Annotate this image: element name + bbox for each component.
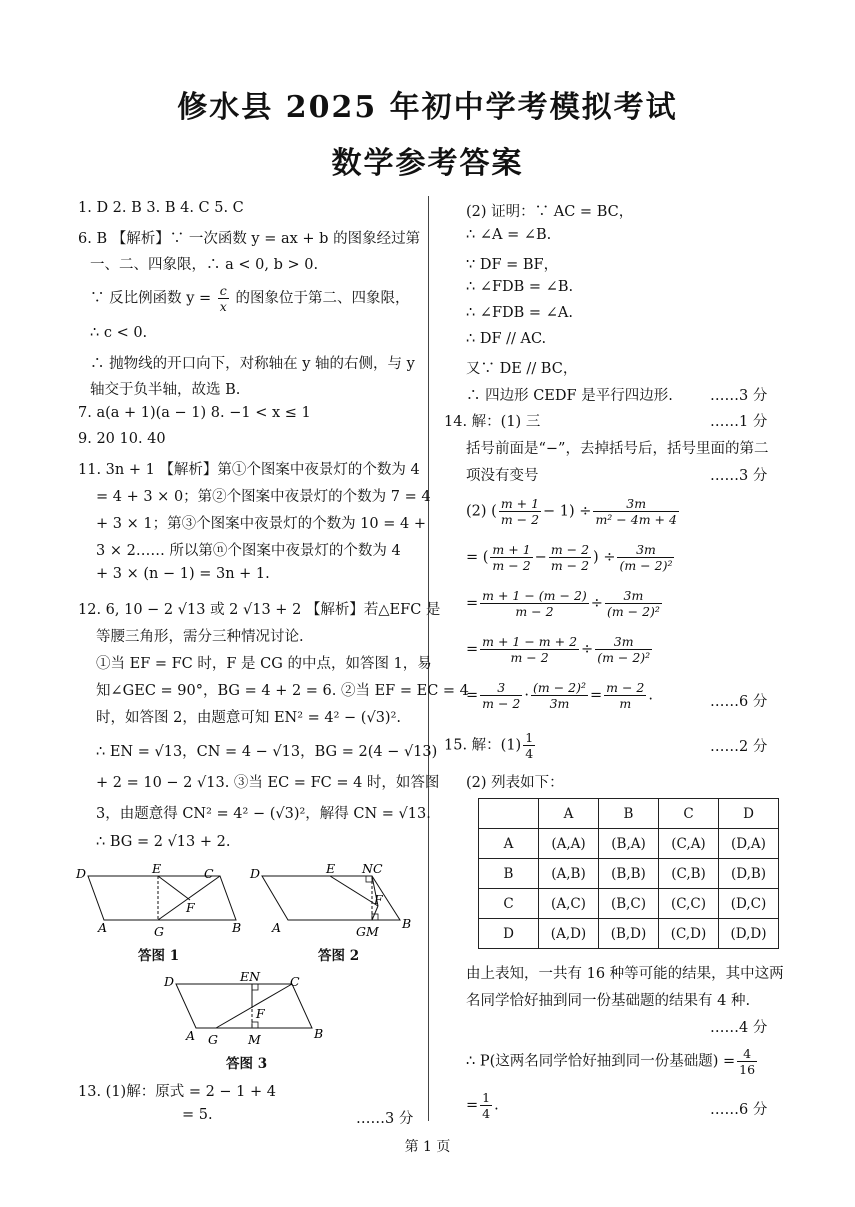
answer-13-2-line1: (2) 证明：∵ AC = BC， (466, 204, 634, 220)
answer-11-line2: = 4 + 3 × 0；第②个图案中夜景灯的个数为 7 = 4 (96, 489, 431, 505)
answer-13-2-line6: ∴ DF // AC. (466, 331, 547, 347)
answer-13-2-line2: ∴ ∠A = ∠B. (466, 227, 552, 243)
table-header-row (479, 799, 779, 829)
table-cell: (C,B) (659, 859, 719, 889)
figure-1-diagram (72, 862, 252, 942)
score-14-3: ……6 分 (710, 694, 768, 710)
answer-12-line9: ∴ BG = 2 √13 + 2. (96, 834, 231, 850)
table-cell: A (479, 829, 539, 859)
table-row (479, 889, 779, 919)
table-cell: D (479, 919, 539, 949)
answer-7-8: 7. a(a + 1)(a − 1) 8. −1 < x ≤ 1 (78, 405, 311, 421)
fig3-label-c: C (290, 974, 300, 989)
fig2-label-b: B (402, 916, 412, 931)
fig3-label-en: EN (240, 970, 261, 984)
answer-14-line1: 14. 解：(1) 三 (444, 414, 541, 430)
fig3-label-f: F (256, 1006, 265, 1021)
figure-2-diagram (246, 862, 426, 942)
table-row (479, 919, 779, 949)
answer-12-line5: 时，如答图 2，由题意可知 EN² = 4² − (√3)². (96, 710, 402, 726)
fig3-label-b: B (314, 1026, 324, 1041)
answer-15-line4: 名同学恰好抽到同一份基础题的结果有 4 种. (466, 993, 751, 1009)
fig2-label-f: F (374, 892, 383, 907)
answer-12-line7: + 2 = 10 − 2 √13. ③当 EC = FC = 4 时，如答图 (96, 775, 440, 791)
answer-6-line3: ∵ 反比例函数 y = $\frac{c}{x}$ 的图象位于第二、四象限， (90, 283, 410, 314)
score-15-3: ……6 分 (710, 1102, 768, 1118)
answer-13-2-line5: ∴ ∠FDB = ∠A. (466, 305, 573, 321)
expression-line5: = $\frac{3}{m - 2}$ · $\frac{\text{(m − 2)²}}{3m}$ = $\frac{m - 2}{m}$ . (466, 680, 653, 711)
answer-13-2-line8: ∴ 四边形 CEDF 是平行四边形. (466, 388, 673, 404)
table-row (479, 859, 779, 889)
answer-13-line2: = 5. (182, 1107, 213, 1123)
answer-15-line2: (2) 列表如下： (466, 775, 564, 791)
table-row (479, 829, 779, 859)
table-cell: B (479, 859, 539, 889)
score-14-2: ……3 分 (710, 468, 768, 484)
answer-14-line2: 括号前面是“−”，去掉括号后，括号里面的第二 (466, 441, 769, 457)
fig2-label-gm: GM (356, 924, 379, 939)
answer-13-line1: 13. (1)解：原式 = 2 − 1 + 4 (78, 1084, 276, 1100)
fig2-label-nc: NC (362, 862, 383, 876)
expression-line2: = ( $\frac{m + 1}{m - 2}$ − $\frac{m - 2}{m - 2}$ ) ÷ $\frac{3m}{\text{(m − 2)²}}$ (466, 542, 673, 573)
fig1-label-b: B (232, 920, 242, 935)
table-cell: (A,D) (539, 919, 599, 949)
fraction-c-over-x: $\frac{c}{x}$ (219, 283, 227, 314)
answer-11-line5: + 3 × (n − 1) = 3n + 1. (96, 566, 270, 582)
table-cell: (B,B) (599, 859, 659, 889)
answer-12-line1: 12. 6, 10 − 2 √13 或 2 √13 + 2 【解析】若△EFC 是 (78, 602, 441, 618)
fig1-label-f: F (186, 900, 195, 915)
answer-6-line5: ∴ 抛物线的开口向下，对称轴在 y 轴的右侧，与 y (90, 356, 415, 372)
table-cell: (A,A) (539, 829, 599, 859)
answer-12-line2: 等腰三角形，需分三种情况讨论. (96, 629, 304, 645)
probability-table (478, 798, 779, 949)
answer-6-line1: 6. B 【解析】∵ 一次函数 y = ax + b 的图象经过第 (78, 231, 421, 247)
answer-13-2-line3: ∵ DF = BF， (466, 257, 559, 273)
answer-12-line4: 知∠GEC = 90°，BG = 4 + 2 = 6. ②当 EF = EC = 4 (96, 683, 469, 699)
answer-11-line3: + 3 × 1；第③个图案中夜景灯的个数为 10 = 4 + (96, 516, 426, 532)
table-header-cell: C (659, 799, 719, 829)
figure-3-caption: 答图 3 (226, 1056, 268, 1072)
page-subtitle: 数学参考答案 (331, 146, 524, 181)
fig3-label-g: G (208, 1032, 218, 1047)
answer-14-line3: 项没有变号 (466, 468, 539, 484)
table-cell: (D,C) (719, 889, 779, 919)
answer-12-line6: ∴ EN = √13，CN = 4 − √13，BG = 2(4 − √13) (96, 744, 438, 760)
table-cell: (B,A) (599, 829, 659, 859)
score-13-1: ……3 分 (356, 1111, 414, 1127)
fig3-label-d: D (164, 974, 175, 989)
fig1-label-d: D (76, 866, 87, 881)
expression-line3: = $\frac{m + 1 - (m - 2)}{m - 2}$ ÷ $\frac{3m}{\text{(m − 2)²}}$ (466, 588, 660, 619)
answer-6-line4: ∴ c < 0. (90, 325, 148, 341)
answer-15-line6: = $\frac{1}{4}$ . (466, 1090, 499, 1121)
answer-15-line3: 由上表知，一共有 16 种等可能的结果，其中这两 (466, 966, 784, 982)
answer-11-line1: 11. 3n + 1 【解析】第①个图案中夜景灯的个数为 4 (78, 462, 420, 478)
fig3-label-a: A (186, 1028, 196, 1043)
page-title: 修水县 2025 年初中学考模拟考试 (177, 90, 678, 125)
fig1-label-a: A (98, 920, 108, 935)
table-cell: (A,C) (539, 889, 599, 919)
figure-2-caption: 答图 2 (318, 948, 360, 964)
fig2-label-d: D (250, 866, 261, 881)
figure-3-diagram (162, 970, 342, 1050)
table-cell: (D,B) (719, 859, 779, 889)
answer-6-line2: 一、二、四象限，∴ a < 0, b > 0. (90, 257, 319, 273)
table-cell: (C,D) (659, 919, 719, 949)
fig2-label-a: A (272, 920, 282, 935)
table-cell: (D,D) (719, 919, 779, 949)
expression-line1: (2) ( $\frac{m + 1}{m - 2}$ − 1) ÷ $\frac{3m}{\text{m² − 4m + 4}}$ (466, 496, 677, 527)
table-cell: (B,C) (599, 889, 659, 919)
fig2-label-e: E (326, 862, 336, 876)
fig3-label-m: M (248, 1032, 261, 1047)
table-header-cell: B (599, 799, 659, 829)
table-header-cell: D (719, 799, 779, 829)
answer-15-line5: ∴ P(这两名同学恰好抽到同一份基础题) = $\frac{4}{16}$ (466, 1046, 756, 1077)
score-13-2: ……3 分 (710, 388, 768, 404)
answer-9-10: 9. 20 10. 40 (78, 431, 166, 447)
fig1-label-e: E (152, 862, 162, 876)
table-cell: (A,B) (539, 859, 599, 889)
table-cell: (B,D) (599, 919, 659, 949)
answer-1-5: 1. D 2. B 3. B 4. C 5. C (78, 200, 244, 216)
answer-12-line3: ①当 EF = FC 时，F 是 CG 的中点，如答图 1，易 (96, 656, 432, 672)
score-14-1: ……1 分 (710, 414, 768, 430)
score-15-2: ……4 分 (710, 1020, 768, 1036)
answer-13-2-line7: 又∵ DE // BC， (466, 361, 578, 377)
answer-12-line8: 3，由题意得 CN² = 4² − (√3)²，解得 CN = √13. (96, 806, 431, 822)
table-cell: (D,A) (719, 829, 779, 859)
answer-11-line4: 3 × 2…… 所以第ⓝ个图案中夜景灯的个数为 4 (96, 543, 401, 559)
table-cell: (C,A) (659, 829, 719, 859)
table-header-cell: A (539, 799, 599, 829)
table-cell: C (479, 889, 539, 919)
table-cell: (C,C) (659, 889, 719, 919)
fig1-label-c: C (204, 866, 214, 881)
expression-line4: = $\frac{m + 1 - m + 2}{m - 2}$ ÷ $\frac{3m}{\text{(m − 2)²}}$ (466, 634, 651, 665)
fig1-label-g: G (154, 924, 164, 939)
answer-15-line1: 15. 解：(1) $\frac{1}{4}$ (444, 730, 534, 761)
answer-13-2-line4: ∴ ∠FDB = ∠B. (466, 279, 574, 295)
answer-6-line6: 轴交于负半轴，故选 B. (90, 382, 241, 398)
figure-1-caption: 答图 1 (138, 948, 180, 964)
table-header-cell (479, 799, 539, 829)
page-number: 第 1 页 (404, 1139, 451, 1155)
score-15-1: ……2 分 (710, 739, 768, 755)
